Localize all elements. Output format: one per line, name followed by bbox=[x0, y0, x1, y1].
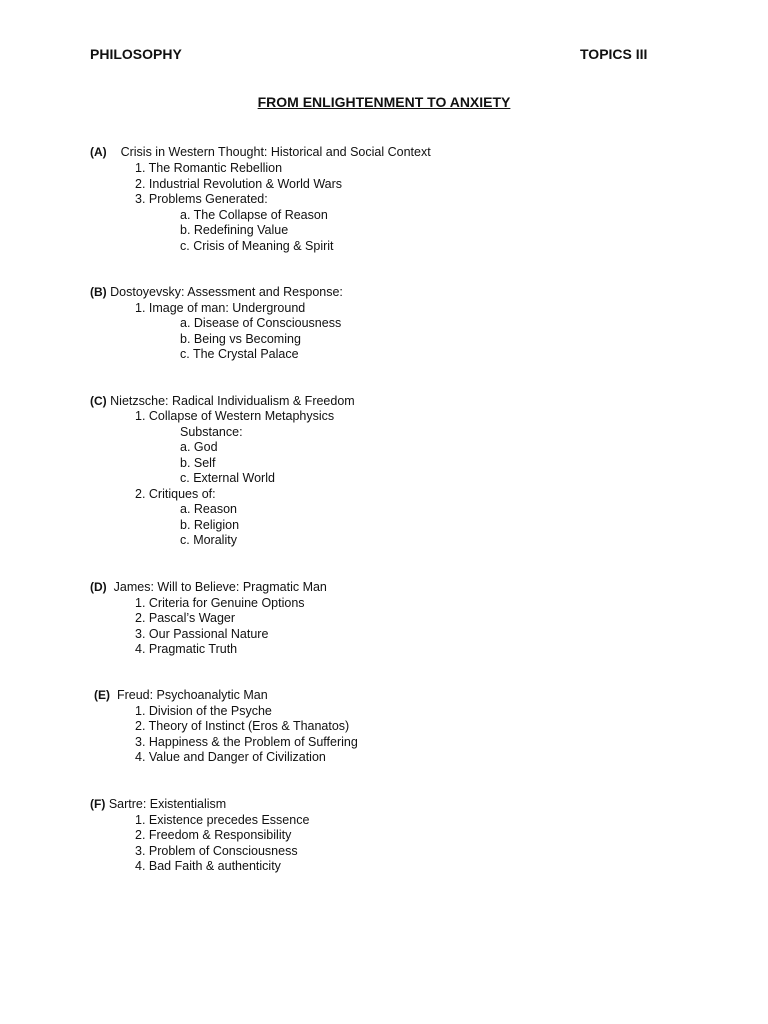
list-item: 1. Division of the Psyche bbox=[135, 704, 272, 718]
header-subject: PHILOSOPHY bbox=[90, 46, 182, 62]
section-d-heading-line bbox=[90, 579, 327, 595]
list-item: 1. Image of man: Underground bbox=[135, 301, 306, 315]
section-e-heading: Freud: Psychoanalytic Man bbox=[116, 688, 268, 702]
list-item: 3. Problems Generated: bbox=[135, 192, 268, 206]
list-subitem: b. Religion bbox=[180, 518, 240, 532]
header-topic-number: TOPICS III bbox=[580, 46, 648, 62]
list-subitem: b. Redefining Value bbox=[180, 223, 289, 237]
section-e-heading-line bbox=[94, 687, 268, 703]
list-item: 3. Happiness & the Problem of Suffering bbox=[135, 735, 358, 749]
list-item: 1. Collapse of Western Metaphysics bbox=[135, 409, 335, 423]
section-d-marker: (D) bbox=[90, 580, 107, 594]
section-b-heading-line bbox=[90, 284, 343, 300]
list-subitem: Substance: bbox=[180, 425, 243, 439]
list-subitem: a. Reason bbox=[180, 502, 237, 516]
section-d-heading: James: Will to Believe: Pragmatic Man bbox=[113, 580, 327, 594]
list-item: 1. Existence precedes Essence bbox=[135, 813, 310, 827]
list-subitem: c. Crisis of Meaning & Spirit bbox=[180, 239, 334, 253]
list-item: 2. Critiques of: bbox=[135, 487, 216, 501]
list-item: 4. Value and Danger of Civilization bbox=[135, 750, 326, 764]
section-e-marker: (E) bbox=[94, 688, 110, 702]
list-item: 1. Criteria for Genuine Options bbox=[135, 596, 305, 610]
list-subitem: b. Being vs Becoming bbox=[180, 332, 301, 346]
list-item: 2. Industrial Revolution & World Wars bbox=[135, 177, 343, 191]
list-subitem: a. Disease of Consciousness bbox=[180, 316, 342, 330]
section-c-marker: (C) bbox=[90, 394, 107, 408]
list-item: 3. Our Passional Nature bbox=[135, 627, 269, 641]
list-subitem: c. The Crystal Palace bbox=[180, 347, 299, 361]
section-a-marker: (A) bbox=[90, 145, 107, 159]
list-subitem: c. External World bbox=[180, 471, 275, 485]
list-subitem: a. The Collapse of Reason bbox=[180, 208, 328, 222]
list-item: 2. Pascal’s Wager bbox=[135, 611, 236, 625]
list-subitem: a. God bbox=[180, 440, 218, 454]
section-f-marker: (F) bbox=[90, 797, 106, 811]
section-f-heading: Sartre: Existentialism bbox=[108, 797, 227, 811]
section-c-heading: Nietzsche: Radical Individualism & Freedom bbox=[110, 394, 355, 408]
list-item: 4. Bad Faith & authenticity bbox=[135, 859, 281, 873]
list-item: 2. Freedom & Responsibility bbox=[135, 828, 292, 842]
section-c-heading-line bbox=[90, 393, 355, 409]
list-subitem: b. Self bbox=[180, 456, 216, 470]
document-title: FROM ENLIGHTENMENT TO ANXIETY bbox=[257, 94, 511, 110]
section-a-heading: Crisis in Western Thought: Historical and Social Context bbox=[120, 145, 431, 159]
list-subitem: c. Morality bbox=[180, 533, 237, 547]
section-a-heading-line bbox=[90, 144, 431, 160]
list-item: 2. Theory of Instinct (Eros & Thanatos) bbox=[135, 719, 350, 733]
list-item: 1. The Romantic Rebellion bbox=[135, 161, 283, 175]
section-b-heading: Dostoyevsky: Assessment and Response: bbox=[110, 285, 343, 299]
section-f-heading-line bbox=[90, 796, 226, 812]
section-b-marker: (B) bbox=[90, 285, 107, 299]
list-item: 3. Problem of Consciousness bbox=[135, 844, 298, 858]
list-item: 4. Pragmatic Truth bbox=[135, 642, 238, 656]
